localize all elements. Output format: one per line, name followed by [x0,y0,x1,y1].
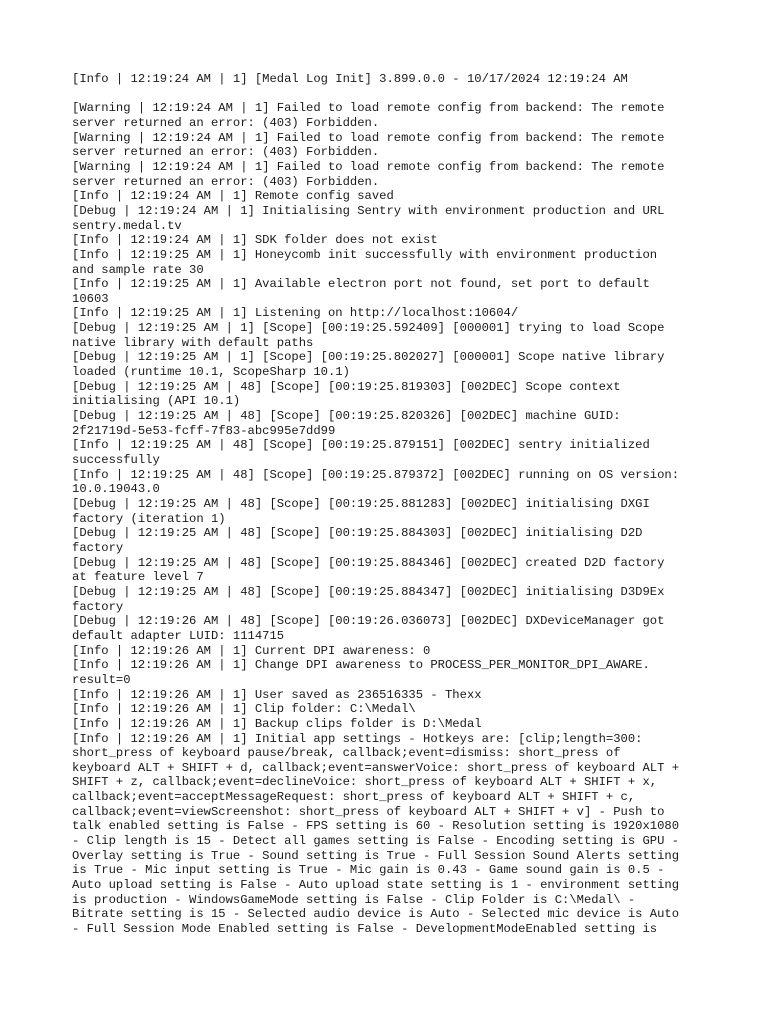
log-line: [Debug | 12:19:24 AM | 1] Initialising Sentry with environment production and URL sentry.medal.tv [72,203,665,233]
log-line: [Warning | 12:19:24 AM | 1] Failed to load remote config from backend: The remote server returned an error: (403) Forbidden. [72,159,665,189]
log-line: [Info | 12:19:24 AM | 1] SDK folder does not exist [72,233,438,248]
blank-line [72,87,712,102]
log-line: [Debug | 12:19:25 AM | 48] [Scope] [00:19:25.819303] [002DEC] Scope context initialising (API 10.1) [72,379,621,409]
log-line: [Debug | 12:19:25 AM | 48] [Scope] [00:19:25.884303] [002DEC] initialising D2D factory [72,526,643,555]
log-line: [Info | 12:19:25 AM | 1] Available electron port not found, set port to default 10603 [72,277,650,306]
log-line: [Info | 12:19:26 AM | 1] Current DPI awareness: 0 [72,643,431,658]
log-line: [Info | 12:19:25 AM | 48] [Scope] [00:19:25.879151] [002DEC] sentry initialized successfully [72,438,650,468]
log-line: [Warning | 12:19:24 AM | 1] Failed to load remote config from backend: The remote server returned an error: (403) Forbidden. [72,101,665,130]
log-lines-container [72,101,712,936]
log-line: [Debug | 12:19:26 AM | 48] [Scope] [00:19:26.036073] [002DEC] DXDeviceManager got default adapter LUID: 1114715 [72,614,665,643]
log-line: [Debug | 12:19:25 AM | 48] [Scope] [00:19:25.820326] [002DEC] machine GUID: 2f21719d-5e53-fcff-7f83-abc995e7dd99 [72,409,621,438]
log-line: [Debug | 12:19:25 AM | 48] [Scope] [00:19:25.884346] [002DEC] created D2D factory at feature level 7 [72,555,665,585]
log-line: [Debug | 12:19:25 AM | 1] [Scope] [00:19:25.802027] [000001] Scope native library loaded (runtime 10.1, ScopeSharp 10.1) [72,350,665,380]
log-line: [Warning | 12:19:24 AM | 1] Failed to load remote config from backend: The remote server returned an error: (403) Forbidden. [72,130,665,160]
log-line: [Debug | 12:19:25 AM | 48] [Scope] [00:19:25.881283] [002DEC] initialising DXGI factory (iteration 1) [72,497,650,526]
log-line: [Info | 12:19:26 AM | 1] Clip folder: C:\Medal\ [72,702,416,717]
log-document [72,72,712,937]
log-header-line: [Info | 12:19:24 AM | 1] [Medal Log Init] 3.899.0.0 - 10/17/2024 12:19:24 AM [72,72,628,86]
log-line: [Debug | 12:19:25 AM | 48] [Scope] [00:19:25.884347] [002DEC] initialising D3D9Ex factory [72,584,665,614]
log-line: [Info | 12:19:24 AM | 1] Remote config saved [72,189,394,204]
log-line: [Info | 12:19:25 AM | 1] Honeycomb init successfully with environment production and sample rate 30 [72,247,658,277]
log-line: [Info | 12:19:26 AM | 1] Initial app settings - Hotkeys are: [clip;length=300: short_press of keyboard pause/break, callback;event=dismiss: short_press of keyboard ALT + SHIFT + d, callback;event=answerVoice: short_press of keyboard ALT + SHIFT + z, callback;event=declineVoice: short_press of keyboard ALT + SHIFT + x, callback;event=acceptMessageRequest: short_press of keyboard ALT + SHIFT + c, callback;event=viewScreenshot: short_press of keyboard ALT + SHIFT + v] - Push to talk enabled setting is False - FPS setting is 60 - Resolution setting is 1920x1080 - Clip length is 15 - Detect all games setting is False - Encoding setting is GPU - Overlay setting is True - Sound setting is True - Full Session Sound Alerts setting is True - Mic input setting is True - Mic gain is 0.43 - Game sound gain is 0.5 - Auto upload setting is False - Auto upload state setting is 1 - environment setting is production - WindowsGameMode setting is False - Clip Folder is C:\Medal\ - Bitrate setting is 15 - Selected audio device is Auto - Selected mic device is Auto - Full Session Mode Enabled setting is False - DevelopmentModeEnabled setting is [72,731,680,937]
log-line: [Info | 12:19:26 AM | 1] User saved as 236516335 - Thexx [72,687,482,702]
log-line: [Info | 12:19:25 AM | 48] [Scope] [00:19:25.879372] [002DEC] running on OS version: 10.0.19043.0 [72,467,680,497]
log-line: [Info | 12:19:26 AM | 1] Backup clips folder is D:\Medal [72,716,482,731]
log-line: [Debug | 12:19:25 AM | 1] [Scope] [00:19:25.592409] [000001] trying to load Scope native library with default paths [72,321,665,350]
log-line: [Info | 12:19:26 AM | 1] Change DPI awareness to PROCESS_PER_MONITOR_DPI_AWARE. result=0 [72,658,650,687]
log-line: [Info | 12:19:25 AM | 1] Listening on http://localhost:10604/ [72,306,519,321]
